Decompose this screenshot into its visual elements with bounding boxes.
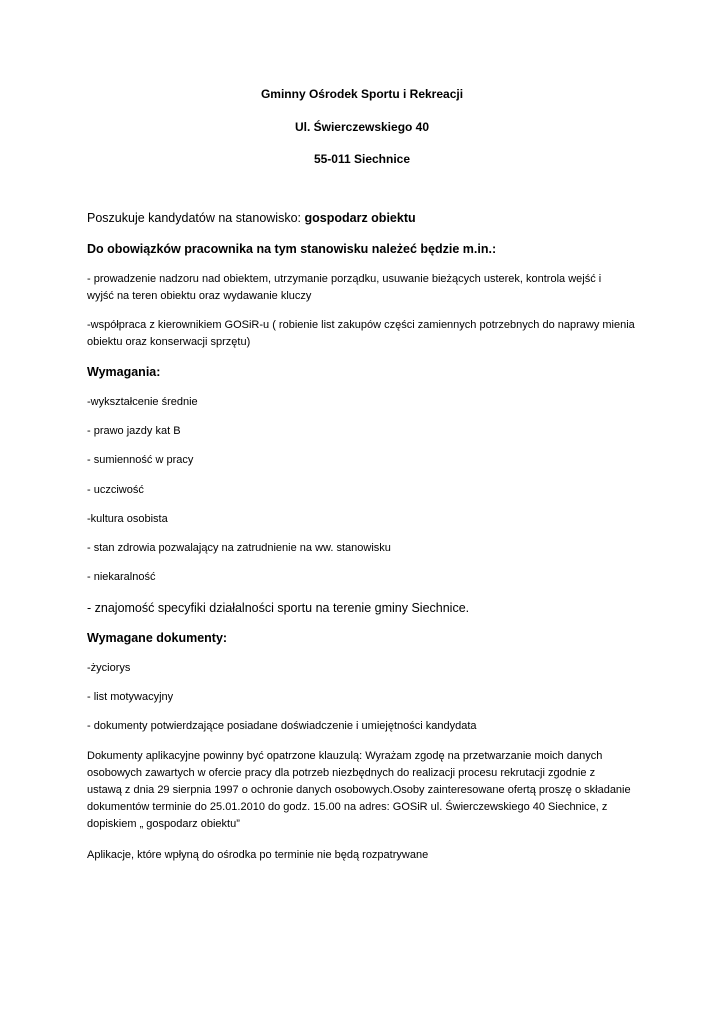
requirement-item: - niekaralność (87, 571, 156, 583)
documents-heading: Wymagane dokumenty: (87, 631, 228, 645)
document-item: - list motywacyjny (87, 691, 174, 703)
duty-1-line-2: wyjść na teren obiektu oraz wydawanie kluczy (87, 290, 312, 302)
position-prefix: Poszukuje kandydatów na stanowisko: (87, 211, 302, 225)
requirement-item: - prawo jazdy kat B (87, 425, 181, 437)
duties-heading: Do obowiązków pracownika na tym stanowisku należeć będzie m.in.: (87, 242, 497, 256)
org-name: Gminny Ośrodek Sportu i Rekreacji (260, 87, 464, 101)
document-item: -życiorys (87, 662, 131, 674)
duty-2-line-2: obiektu oraz konserwacji sprzętu) (87, 336, 251, 348)
requirement-item: -wykształcenie średnie (87, 396, 198, 408)
notice-line-3: ustawą z dnia 29 sierpnia 1997 o ochronie danych osobowych.Osoby zainteresowane ofertą proszę o składanie (87, 784, 631, 796)
requirement-item: -kultura osobista (87, 513, 168, 525)
org-postcode-city: 55-011 Siechnice (313, 152, 411, 166)
notice-line-4: dokumentów terminie do 25.01.2010 do godz. 15.00 na adres: GOSiR ul. Świerczewskiego 40 Siechnice, z (87, 801, 608, 813)
duty-1-line-1: - prowadzenie nadzoru nad obiektem, utrzymanie porządku, usuwanie bieżących usterek, kontrola wejść i (87, 273, 602, 285)
duty-2-line-1: -współpraca z kierownikiem GOSiR-u ( robienie list zakupów części zamiennych potrzebnych do naprawy mienia (87, 319, 635, 331)
closing-note: Aplikacje, które wpłyną do ośrodka po terminie nie będą rozpatrywane (87, 849, 429, 861)
org-street: Ul. Świerczewskiego 40 (294, 120, 430, 134)
position-line (87, 211, 416, 225)
requirement-item: - uczciwość (87, 484, 144, 496)
notice-line-2: osobowych zawartych w ofercie pracy dla potrzeb niezbędnych do realizacji procesu rekrutacji zgodnie z (87, 767, 596, 779)
requirement-item: - znajomość specyfiki działalności sportu na terenie gminy Siechnice. (87, 601, 470, 615)
notice-line-5: dopiskiem „ gospodarz obiektu” (87, 818, 240, 830)
requirement-item: - stan zdrowia pozwalający na zatrudnienie na ww. stanowisku (87, 542, 391, 554)
requirement-item: - sumienność w pracy (87, 454, 194, 466)
document-item: - dokumenty potwierdzające posiadane doświadczenie i umiejętności kandydata (87, 720, 477, 732)
requirements-heading: Wymagania: (87, 365, 161, 379)
notice-line-1: Dokumenty aplikacyjne powinny być opatrzone klauzulą: Wyrażam zgodę na przetwarzanie moich danych (87, 750, 603, 762)
position-title: gospodarz obiektu (304, 211, 416, 225)
